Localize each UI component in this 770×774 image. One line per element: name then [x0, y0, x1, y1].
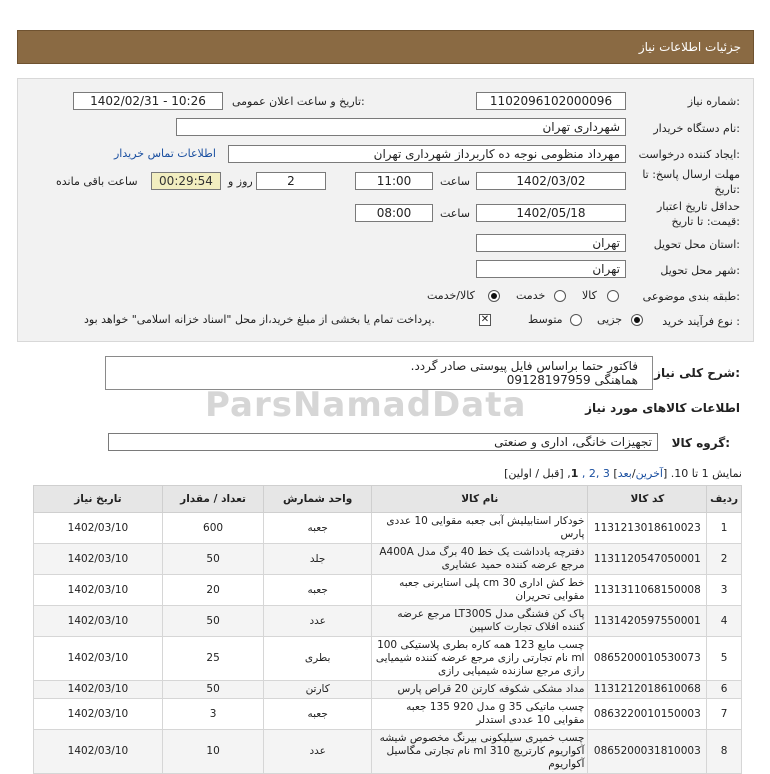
cell-date: 1402/03/10 [34, 513, 163, 544]
cell-date: 1402/03/10 [34, 606, 163, 637]
cell-code: 1131311068150008 [588, 575, 707, 606]
cell-date: 1402/03/10 [34, 681, 163, 699]
cell-row: 4 [707, 606, 742, 637]
process-type-label: نوع فرآیند خرید : [662, 315, 740, 328]
requester-label: ایجاد کننده درخواست: [638, 148, 740, 161]
cell-date: 1402/03/10 [34, 637, 163, 681]
cell-date: 1402/03/10 [34, 575, 163, 606]
cell-row: 5 [707, 637, 742, 681]
buyer-org-field: شهرداری تهران [176, 118, 626, 136]
cell-unit: عدد [264, 606, 372, 637]
cell-row: 1 [707, 513, 742, 544]
cell-date: 1402/03/10 [34, 544, 163, 575]
city-label: شهر محل تحویل: [660, 264, 740, 277]
validity-label-date: قیمت: تا تاریخ: [671, 215, 740, 228]
table-row [34, 730, 742, 774]
description-line-1: فاکتور حتما براساس فایل پیوستی صادر گردد. [410, 359, 638, 373]
validity-time-field: 08:00 [355, 204, 433, 222]
description-line-2: هماهنگی 09128197959 [506, 373, 638, 387]
validity-date-field: 1402/05/18 [476, 204, 626, 222]
deadline-label-date: تاریخ: [714, 183, 740, 196]
cell-row: 2 [707, 544, 742, 575]
col-date: تاریخ نیاز [34, 486, 163, 513]
process-partial-label: جزیی [597, 313, 623, 326]
cell-unit: بطری [264, 637, 372, 681]
province-field: تهران [476, 234, 626, 252]
cell-name: دفترچه یادداشت یک خط 40 برگ مدل A400A مرجع عرضه کننده حمید عشایری [372, 544, 588, 575]
cell-date: 1402/03/10 [34, 699, 163, 730]
cell-date: 1402/03/10 [34, 730, 163, 774]
category-label: طبقه بندی موضوعی: [642, 290, 740, 303]
cell-code: 1131120547050001 [588, 544, 707, 575]
goods-table [33, 485, 742, 774]
col-code: کد کالا [588, 486, 707, 513]
page-title: جزئیات اطلاعات نیاز [638, 40, 741, 54]
remaining-label: ساعت باقی مانده [56, 175, 138, 188]
cell-name: چسب ماتیکی 35 g مدل 920 135 جعبه مقوایی 10 عددی استدلر [372, 699, 588, 730]
col-qty: تعداد / مقدار [162, 486, 263, 513]
cell-name: مداد مشکی شکوفه کارتن 20 قراص پارس [372, 681, 588, 699]
cell-row: 8 [707, 730, 742, 774]
pagination-summary: نمایش 1 تا 10. [670, 467, 742, 480]
pagination-rest: , [قبل / اولین] [504, 467, 571, 480]
col-unit: واحد شمارش [264, 486, 372, 513]
deadline-time-label: ساعت [440, 175, 470, 188]
goods-section-title: اطلاعات کالاهای مورد نیاز [585, 401, 740, 415]
buyer-contact-link[interactable]: اطلاعات تماس خریدار [114, 147, 216, 160]
cell-qty: 25 [162, 637, 263, 681]
col-name: نام کالا [372, 486, 588, 513]
cell-code: 0865200031810003 [588, 730, 707, 774]
category-goods-radio[interactable] [607, 290, 619, 302]
cell-unit: جعبه [264, 699, 372, 730]
province-label: استان محل تحویل: [653, 238, 740, 251]
process-medium-label: متوسط [528, 313, 563, 326]
cell-qty: 50 [162, 681, 263, 699]
treasury-payment-note: پرداخت تمام یا بخشی از مبلغ خرید،از محل "اسناد خزانه اسلامی" خواهد بود. [84, 313, 435, 326]
requester-field: مهرداد منظومی نوجه ده کاربرداز شهرداری تهران [228, 145, 626, 163]
cell-unit: جعبه [264, 513, 372, 544]
cell-code: 1131213018610023 [588, 513, 707, 544]
need-number-field: 1102096102000096 [476, 92, 626, 110]
col-row: ردیف [707, 486, 742, 513]
validity-label: حداقل تاریخ اعتبار [656, 200, 740, 213]
remaining-time-field: 00:29:54 [151, 172, 221, 190]
pagination-last-link[interactable]: آخرین [635, 467, 663, 480]
cell-code: 1131420597550001 [588, 606, 707, 637]
deadline-label: مهلت ارسال پاسخ: تا [642, 168, 740, 181]
goods-group-field: تجهیزات خانگی، اداری و صنعتی [108, 433, 658, 451]
days-label: روز و [228, 175, 253, 188]
description-label: شرح کلی نیاز: [654, 366, 740, 380]
cell-name: خودکار استابیلیش آبی جعبه مقوایی 10 عددی پارس [372, 513, 588, 544]
days-remaining-field: 2 [256, 172, 326, 190]
cell-name: چسب خمیری سیلیکونی بیرنگ مخصوص شیشه آکواریوم کارتریج 310 ml نام تجارتی مگاسیل آکواریوم [372, 730, 588, 774]
cell-name: چسب مایع 123 همه کاره بطری پلاستیکی 100 ml نام تجارتی رازی مرجع عرضه کننده شیمیایی رازی مرجع سازنده شیمیایی رازی [372, 637, 588, 681]
deadline-time-field: 11:00 [355, 172, 433, 190]
announce-label: تاریخ و ساعت اعلان عمومی: [232, 95, 365, 108]
category-service-radio[interactable] [554, 290, 566, 302]
treasury-payment-checkbox[interactable]: ✕ [480, 314, 490, 325]
cell-code: 0863220010150003 [588, 699, 707, 730]
table-header-row [34, 486, 742, 513]
goods-group-label: گروه کالا: [671, 436, 730, 450]
process-medium-radio[interactable] [570, 314, 582, 326]
cell-row: 6 [707, 681, 742, 699]
page-header [17, 30, 754, 64]
table-row [34, 637, 742, 681]
validity-time-label: ساعت [440, 207, 470, 220]
deadline-date-field: 1402/03/02 [476, 172, 626, 190]
cell-unit: جلد [264, 544, 372, 575]
process-partial-radio[interactable] [631, 314, 643, 326]
table-row [34, 544, 742, 575]
pagination-bracket: [ [662, 467, 668, 480]
table-row [34, 606, 742, 637]
need-number-label: شماره نیاز: [687, 95, 740, 108]
cell-code: 0865200010530073 [588, 637, 707, 681]
announce-datetime-field: 1402/02/31 - 10:26 [73, 92, 223, 110]
buyer-org-label: نام دستگاه خریدار: [653, 122, 740, 135]
category-goods-label: کالا [582, 289, 597, 302]
cell-code: 1131212018610068 [588, 681, 707, 699]
cell-qty: 600 [162, 513, 263, 544]
cell-qty: 20 [162, 575, 263, 606]
cell-qty: 10 [162, 730, 263, 774]
table-row [34, 699, 742, 730]
pagination-sep: / [631, 467, 636, 480]
table-row [34, 575, 742, 606]
cell-name: پاک کن فشنگی مدل LT300S مرجع عرضه کننده افلاک تجارت کاسپین [372, 606, 588, 637]
cell-name: خط کش اداری 30 cm پلی استایرنی جعبه مقوایی تحریران [372, 575, 588, 606]
pagination-page-links[interactable]: 3 ,2 , [581, 467, 610, 480]
cell-unit: کارتن [264, 681, 372, 699]
cell-row: 7 [707, 699, 742, 730]
cell-unit: عدد [264, 730, 372, 774]
cell-unit: جعبه [264, 575, 372, 606]
cell-row: 3 [707, 575, 742, 606]
pagination: نمایش 1 تا 10. [آخرین/بعد] 3 ,2 , 1, [قبل / اولین] [504, 467, 742, 480]
pagination-next-link[interactable]: بعد [617, 467, 632, 480]
category-goods-service-radio[interactable] [488, 290, 500, 302]
cell-qty: 3 [162, 699, 263, 730]
category-service-label: خدمت [516, 289, 546, 302]
cell-qty: 50 [162, 544, 263, 575]
table-row [34, 681, 742, 699]
table-row [34, 513, 742, 544]
pagination-current: 1 [570, 467, 579, 480]
city-field: تهران [476, 260, 626, 278]
watermark: ParsNamadData [205, 385, 527, 425]
cell-qty: 50 [162, 606, 263, 637]
category-goods-service-label: کالا/خدمت [427, 289, 475, 302]
